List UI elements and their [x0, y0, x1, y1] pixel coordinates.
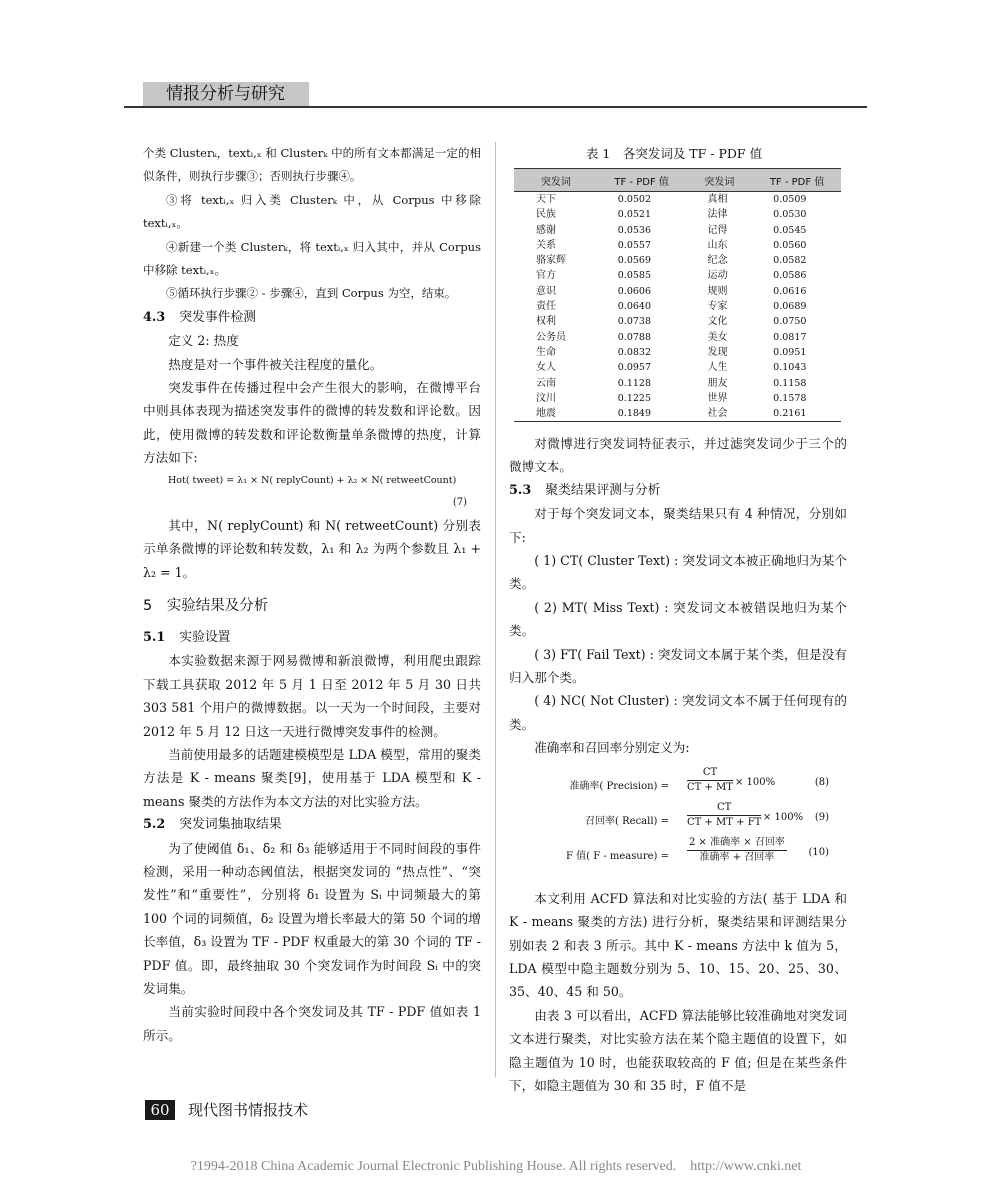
- tf-pdf-cell: 0.0738: [617, 316, 651, 328]
- paragraph: 个类 Clusterₖ，textᵢ,ₓ 和 Clusterₖ 中的所有文本都满足一定的相似条件，则执行步骤③；否则执行步骤④。: [143, 146, 481, 184]
- burst-word-cell: 美女: [707, 331, 728, 343]
- table-row: [514, 376, 841, 391]
- burst-word-cell: 运动: [707, 270, 728, 282]
- paragraph: 突发事件在传播过程中会产生很大的影响，在微博平台中则具体表现为描述突发事件的微博的转发数和评论数。因此，使用微博的转发数和评论数衡量单条微博的热度，计算方法如下:: [143, 380, 481, 466]
- tf-pdf-cell: 0.0569: [617, 255, 651, 267]
- burst-word-cell: 社会: [686, 406, 754, 422]
- table-row: [514, 406, 841, 422]
- table-row: [514, 192, 841, 208]
- burst-word-cell: 记得: [707, 224, 728, 236]
- table-row: [514, 299, 841, 314]
- paragraph: 当前使用最多的话题建模模型是 LDA 模型，常用的聚类方法是 K - means 聚类[9]，使用基于 LDA 模型和 K - means 聚类的方法作为本文方法的对比实验方法。: [143, 746, 481, 809]
- section-number: 5.3: [509, 482, 532, 498]
- tf-pdf-cell: 0.0585: [617, 270, 651, 282]
- burst-word-cell: 天下: [536, 194, 556, 205]
- paragraph: 当前实验时间段中各个突发词及其 TF - PDF 值如表 1 所示。: [143, 1004, 481, 1043]
- tf-pdf-cell: 0.1043: [773, 362, 807, 374]
- denominator: CT + MT + FT: [687, 816, 762, 828]
- tf-pdf-cell: 0.0509: [773, 194, 807, 205]
- tf-pdf-cell: 0.0536: [617, 224, 651, 236]
- section-number: 4.3: [143, 309, 166, 325]
- equation-number: (7): [452, 496, 467, 508]
- paragraph: ③将 textᵢ,ₓ 归入类 Clusterₖ 中，从 Corpus 中移除 textᵢ,ₓ。: [143, 192, 481, 231]
- burst-word-cell: 民族: [536, 209, 556, 221]
- table-row: [514, 253, 841, 268]
- burst-word-cell: 专家: [707, 301, 728, 313]
- tf-pdf-cell: 0.0788: [617, 331, 651, 343]
- metric-formula: [509, 836, 847, 871]
- section-title: 实验设置: [179, 629, 231, 645]
- column-divider: [495, 142, 496, 1077]
- paragraph: 由表 3 可以看出，ACFD 算法能够比较准确地对突发词文本进行聚类，对比实验方法在某个隐主题值的设置下，如隐主题值为 10 时，也能获取较高的 F 值; 但是在某些条件下，如隐主题值为 30 和 35 时，F 值不是: [509, 1007, 847, 1093]
- denominator: CT + MT: [687, 781, 733, 793]
- burst-word-cell: 感谢: [536, 224, 556, 236]
- tf-pdf-cell: 0.2161: [753, 406, 841, 422]
- section-number: 5.2: [143, 817, 166, 833]
- tf-pdf-cell: 0.1158: [773, 377, 807, 389]
- table-row: [514, 330, 841, 345]
- numerator: CT: [687, 801, 761, 816]
- paragraph: ( 4) NC( Not Cluster) : 突发词文本不属于任何现有的类。: [509, 693, 847, 732]
- section-title: 突发词集抽取结果: [179, 817, 282, 833]
- formula-fraction: [687, 766, 733, 795]
- copyright-notice: ?1994-2018 China Academic Journal Electronic Publishing House. All rights reserved. http://www.cnki.net: [190, 1159, 802, 1174]
- paragraph: 准确率和召回率分别定义为:: [534, 740, 690, 756]
- burst-word-cell: 文化: [707, 316, 728, 328]
- burst-word-cell: 发现: [707, 346, 728, 358]
- paragraph: 本实验数据来源于网易微博和新浪微博，利用爬虫跟踪下载工具获取 2012 年 5 月 1 日至 2012 年 5 月 30 日共 303 581 个用户的微博数据。以一天为一个时间段，主要对 2012 年 5 月 12 日这一天进行微博突发事件的检测。: [143, 653, 481, 739]
- burst-word-cell: 朋友: [707, 377, 728, 389]
- tf-pdf-cell: 0.0586: [773, 270, 807, 282]
- burst-word-cell: 规则: [707, 285, 728, 297]
- equation-number: (10): [808, 846, 829, 858]
- section-heading: [509, 479, 847, 502]
- tf-pdf-cell: 0.0502: [617, 194, 651, 205]
- tf-pdf-cell: 0.1578: [773, 392, 807, 404]
- burst-word-cell: 权利: [536, 316, 556, 328]
- burst-word-cell: 官方: [536, 270, 556, 282]
- formula: Hot( tweet) = λ₁ × N( replyCount) + λ₂ × N( retweetCount): [168, 474, 457, 486]
- burst-word-cell: 生命: [536, 346, 556, 358]
- tf-pdf-cell: 0.1849: [598, 406, 686, 422]
- numerator: CT: [687, 766, 733, 781]
- paragraph: 为了使阈值 δ₁、δ₂ 和 δ₃ 能够适用于不同时间段的事件检测，采用一种动态阈值法，根据突发词的 “热点性”、“突发性”和“重要性”，分别将 δ₁ 设置为 Sᵢ 中词频最大的第 100 个词的词频值，δ₂ 设置为增长率最大的第 50 个词的增长率值，δ₃ 设置为 TF - PDF 权重最大的第 30 个词的 TF - PDF 值。即，最终抽取 30 个突发词作为时间段 Sᵢ 中的突发词集。: [143, 840, 481, 996]
- section-title: 突发事件检测: [179, 309, 257, 325]
- burst-word-cell: 地震: [514, 406, 598, 422]
- paragraph: ⑤循环执行步骤② - 步骤④，直到 Corpus 为空，结束。: [166, 286, 457, 301]
- formula-fraction: [687, 836, 787, 865]
- table-row: [514, 345, 841, 360]
- burst-word-cell: 山东: [707, 239, 728, 251]
- burst-word-cell: 人生: [707, 362, 728, 374]
- tf-pdf-cell: 0.0817: [773, 331, 807, 343]
- footer-journal-name: 现代图书情报技术: [188, 1101, 309, 1119]
- paragraph: 对于每个突发词文本，聚类结果只有 4 种情况，分别如下:: [509, 506, 847, 545]
- table-header-cell: 突发词: [686, 169, 754, 192]
- burst-word-cell: 汶川: [536, 392, 556, 404]
- table-header-cell: 突发词: [514, 169, 598, 192]
- left-column: [143, 142, 481, 1047]
- formula-lhs: 准确率( Precision) =: [569, 780, 669, 792]
- paragraph: ( 2) MT( Miss Text) : 突发词文本被错误地归为某个类。: [509, 599, 847, 639]
- burst-word-cell: 骆家辉: [536, 255, 566, 267]
- section-heading: [143, 626, 481, 649]
- burst-word-cell: 公务员: [536, 331, 566, 343]
- chapter-heading: 5 实验结果及分析: [143, 597, 269, 614]
- tf-pdf-cell: 0.0560: [773, 239, 807, 251]
- paragraph: ( 1) CT( Cluster Text) : 突发词文本被正确地归为某个类。: [509, 553, 847, 592]
- header-rule: [124, 106, 867, 108]
- tf-pdf-cell: 0.0545: [773, 224, 807, 236]
- paragraph: 本文利用 ACFD 算法和对比实验的方法( 基于 LDA 和 K - means 聚类的方法) 进行分析，聚类结果和评测结果分别如表 2 和表 3 所示。其中 K - means 方法中 k 值为 5，LDA 模型中隐主题数分别为 5、10、15、20、25、30、35、40、45 和 50。: [509, 890, 847, 1000]
- table-row: [514, 284, 841, 299]
- tf-pdf-cell: 0.0530: [773, 209, 807, 221]
- table-row: [514, 268, 841, 283]
- formula-lhs: 召回率( Recall) =: [585, 815, 669, 827]
- paragraph: 定义 2: 热度: [168, 333, 239, 349]
- equation-number: (9): [814, 811, 829, 823]
- tf-pdf-cell: 0.1225: [617, 392, 651, 404]
- burst-word-cell: 责任: [536, 301, 556, 313]
- burst-word-cell: 真相: [707, 194, 728, 205]
- section-heading: [143, 306, 481, 329]
- tf-pdf-cell: 0.0557: [617, 239, 651, 251]
- metric-formula: [509, 801, 847, 836]
- tf-pdf-cell: 0.0951: [773, 346, 807, 358]
- tf-pdf-cell: 0.0640: [617, 301, 651, 313]
- burst-word-cell: 世界: [707, 392, 728, 404]
- tf-pdf-cell: 0.0957: [617, 362, 651, 374]
- table-row: [514, 223, 841, 238]
- tf-pdf-cell: 0.0616: [773, 285, 807, 297]
- page-number: 60: [145, 1100, 175, 1120]
- tf-pdf-cell: 0.0521: [617, 209, 651, 221]
- right-column: [509, 432, 847, 1097]
- tf-pdf-cell: 0.0750: [773, 316, 807, 328]
- burst-word-cell: 女人: [536, 362, 556, 374]
- burst-word-cell: 纪念: [707, 255, 728, 267]
- section-number: 5.1: [143, 629, 166, 645]
- burst-word-cell: 意识: [536, 285, 556, 297]
- table-header-row: [514, 169, 841, 192]
- paragraph: 其中，N( replyCount) 和 N( retweetCount) 分别表示单条微博的评论数和转发数，λ₁ 和 λ₂ 为两个参数且 λ₁ + λ₂ = 1。: [143, 517, 481, 580]
- equation-number: (8): [814, 776, 829, 788]
- formula-tail: × 100%: [763, 811, 804, 823]
- denominator: 准确率 + 召回率: [699, 851, 775, 863]
- paragraph: ( 3) FT( Fail Text) : 突发词文本属于某个类，但是没有归入那个类。: [509, 646, 847, 686]
- table-header-cell: TF - PDF 值: [753, 169, 841, 192]
- metric-formula: [509, 766, 847, 801]
- tf-pdf-cell: 0.0689: [773, 301, 807, 313]
- formula-lhs: F 值( F - measure) =: [566, 850, 669, 862]
- tf-pdf-cell: 0.0832: [617, 346, 651, 358]
- tf-pdf-cell: 0.0606: [617, 285, 651, 297]
- tf-pdf-cell: 0.0582: [773, 255, 807, 267]
- table-row: [514, 207, 841, 222]
- section-heading: [143, 813, 481, 836]
- table-row: [514, 391, 841, 406]
- numerator: 2 × 准确率 × 召回率: [687, 836, 787, 851]
- tf-pdf-cell: 0.1128: [617, 377, 651, 389]
- table-header-cell: TF - PDF 值: [598, 169, 686, 192]
- burst-word-cell: 关系: [536, 239, 556, 251]
- journal-title: 情报分析与研究: [166, 84, 285, 104]
- table-row: [514, 314, 841, 329]
- burst-word-cell: 法律: [707, 209, 728, 221]
- paragraph: 热度是对一个事件被关注程度的量化。: [168, 356, 383, 372]
- section-title: 聚类结果评测与分析: [545, 482, 661, 498]
- formula-fraction: [687, 801, 761, 830]
- table-row: [514, 360, 841, 375]
- formula-tail: × 100%: [735, 776, 776, 788]
- burst-word-cell: 云南: [536, 377, 556, 389]
- burst-word-table: [514, 168, 841, 422]
- table-row: [514, 238, 841, 253]
- paragraph: 对微博进行突发词特征表示，并过滤突发词少于三个的微博文本。: [509, 436, 847, 475]
- paragraph: ④新建一个类 Clusterₖ，将 textᵢ,ₓ 归入其中，并从 Corpus 中移除 textᵢ,ₓ。: [143, 239, 481, 278]
- table-caption: 表 1 各突发词及 TF - PDF 值: [585, 146, 763, 161]
